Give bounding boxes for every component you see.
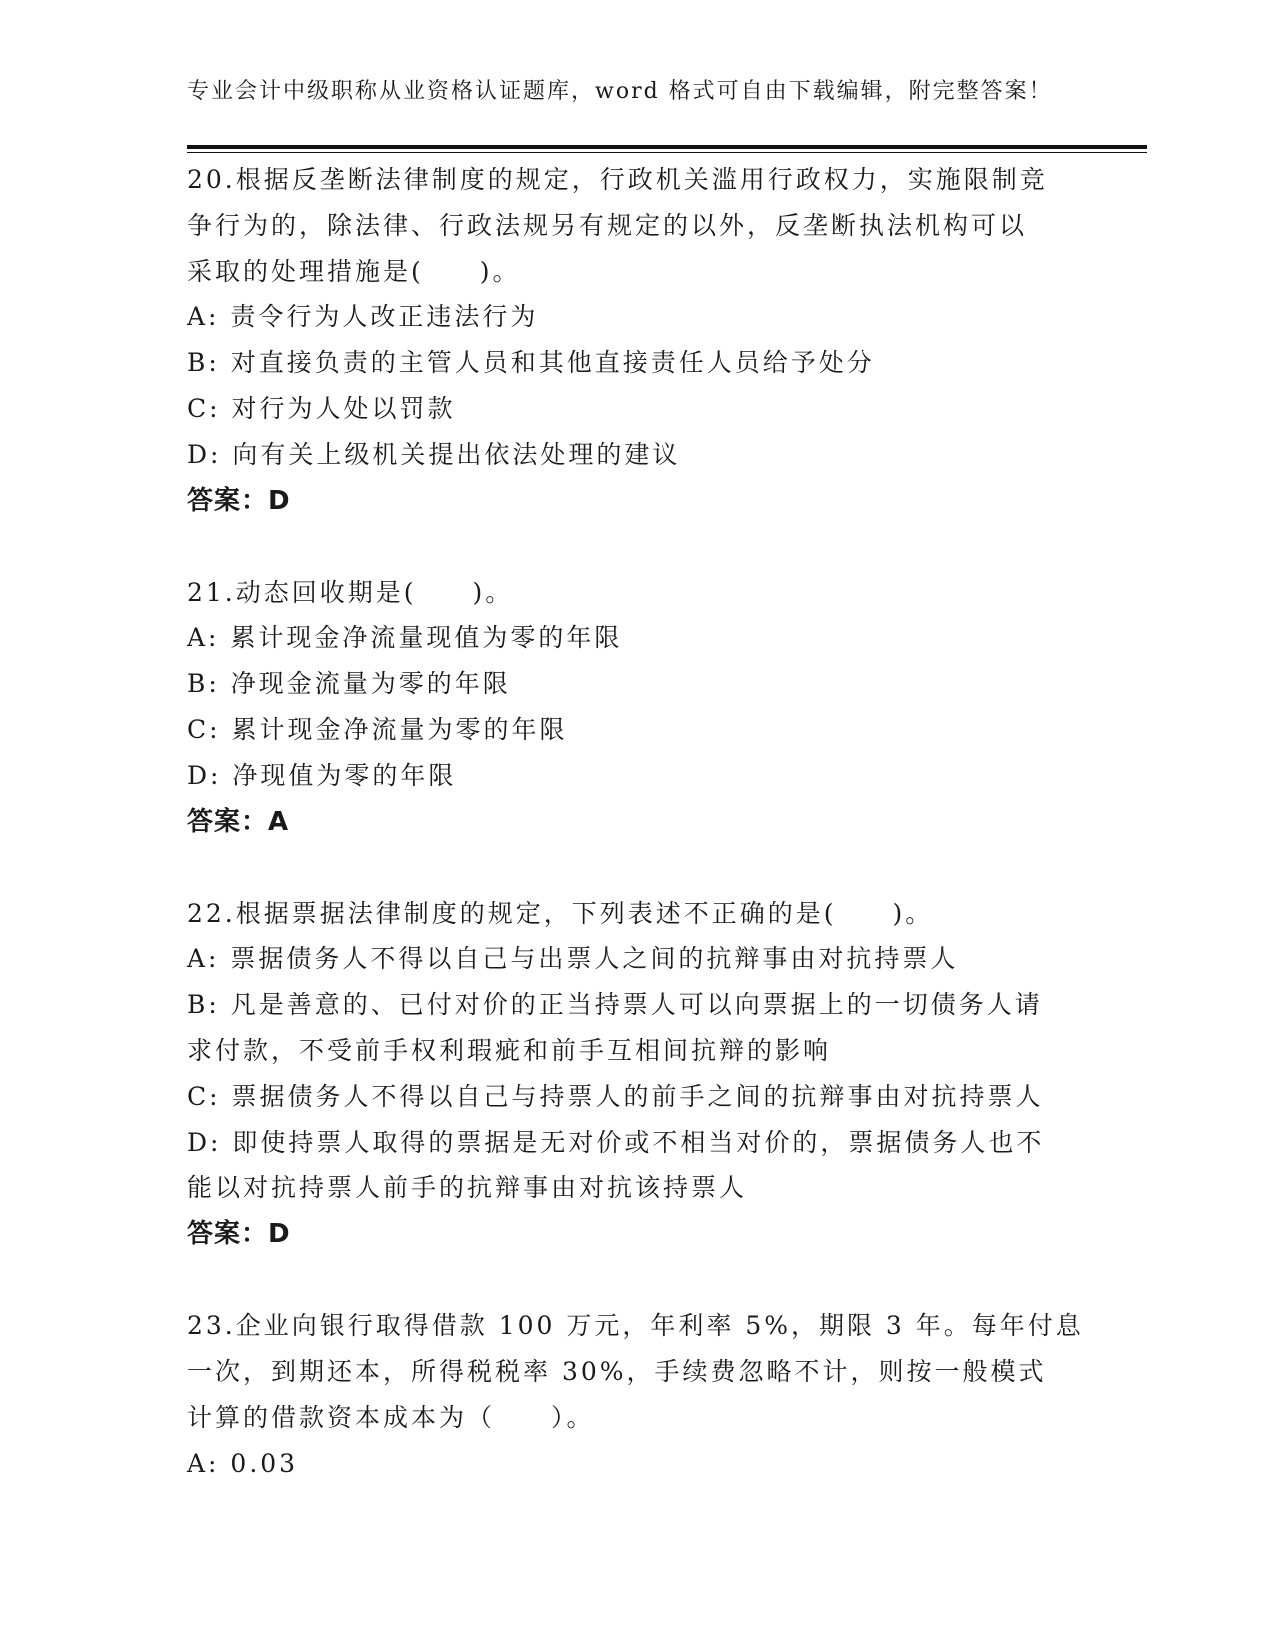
option-line: A: 责令行为人改正违法行为 (187, 302, 539, 332)
question-block (187, 1303, 1084, 1486)
option-line: C: 票据债务人不得以自己与持票人的前手之间的抗辩事由对抗持票人 (187, 1081, 1044, 1111)
option-line: C: 对行为人处以罚款 (187, 393, 456, 423)
page-header: 专业会计中级职称从业资格认证题库，word 格式可自由下载编辑，附完整答案！ (187, 79, 1053, 104)
option-line: D: 向有关上级机关提出依法处理的建议 (187, 439, 681, 469)
question-block (187, 157, 1067, 524)
option-line: A: 票据债务人不得以自己与出票人之间的抗辩事由对抗持票人 (187, 944, 959, 974)
answer-label: 答案：A (187, 806, 290, 837)
header-divider-thin (187, 152, 1147, 153)
question-stem-line: 20.根据反垄断法律制度的规定，行政机关滥用行政权力，实施限制竞 (187, 165, 1048, 194)
option-line: 能以对抗持票人前手的抗辩事由对抗该持票人 (187, 1173, 748, 1203)
question-block (187, 570, 1067, 845)
question-stem-line: 21.动态回收期是( )。 (187, 577, 514, 607)
option-line: D: 净现值为零的年限 (187, 760, 457, 790)
answer-label: 答案：D (187, 1219, 291, 1250)
option-line: A: 0.03 (187, 1448, 299, 1478)
question-stem-line: 计算的借款资本成本为（ ）。 (187, 1402, 595, 1432)
option-line: 求付款，不受前手权利瑕疵和前手互相间抗辩的影响 (187, 1035, 832, 1065)
header-divider-thick (187, 145, 1147, 149)
option-line: D: 即使持票人取得的票据是无对价或不相当对价的，票据债务人也不 (187, 1127, 1045, 1157)
question-stem-line: 争行为的，除法律、行政法规另有规定的以外，反垄断执法机构可以 (187, 210, 1028, 240)
option-line: B: 凡是善意的、已付对价的正当持票人可以向票据上的一切债务人请 (187, 990, 1043, 1020)
option-line: B: 对直接负责的主管人员和其他直接责任人员给予处分 (187, 348, 875, 378)
answer-label: 答案：D (187, 485, 291, 516)
option-line: B: 净现金流量为零的年限 (187, 669, 511, 699)
option-line: C: 累计现金净流量为零的年限 (187, 714, 568, 744)
question-stem-line: 23.企业向银行取得借款 100 万元，年利率 5%，期限 3 年。每年付息 (187, 1311, 1084, 1341)
question-stem-line: 采取的处理措施是( )。 (187, 256, 521, 286)
question-stem-line: 一次，到期还本，所得税税率 30%，手续费忽略不计，则按一般模式 (187, 1356, 1047, 1386)
question-block (187, 891, 1067, 1258)
question-list (187, 157, 1084, 1532)
option-line: A: 累计现金净流量现值为零的年限 (187, 623, 623, 653)
question-stem-line: 22.根据票据法律制度的规定，下列表述不正确的是( )。 (187, 898, 934, 928)
